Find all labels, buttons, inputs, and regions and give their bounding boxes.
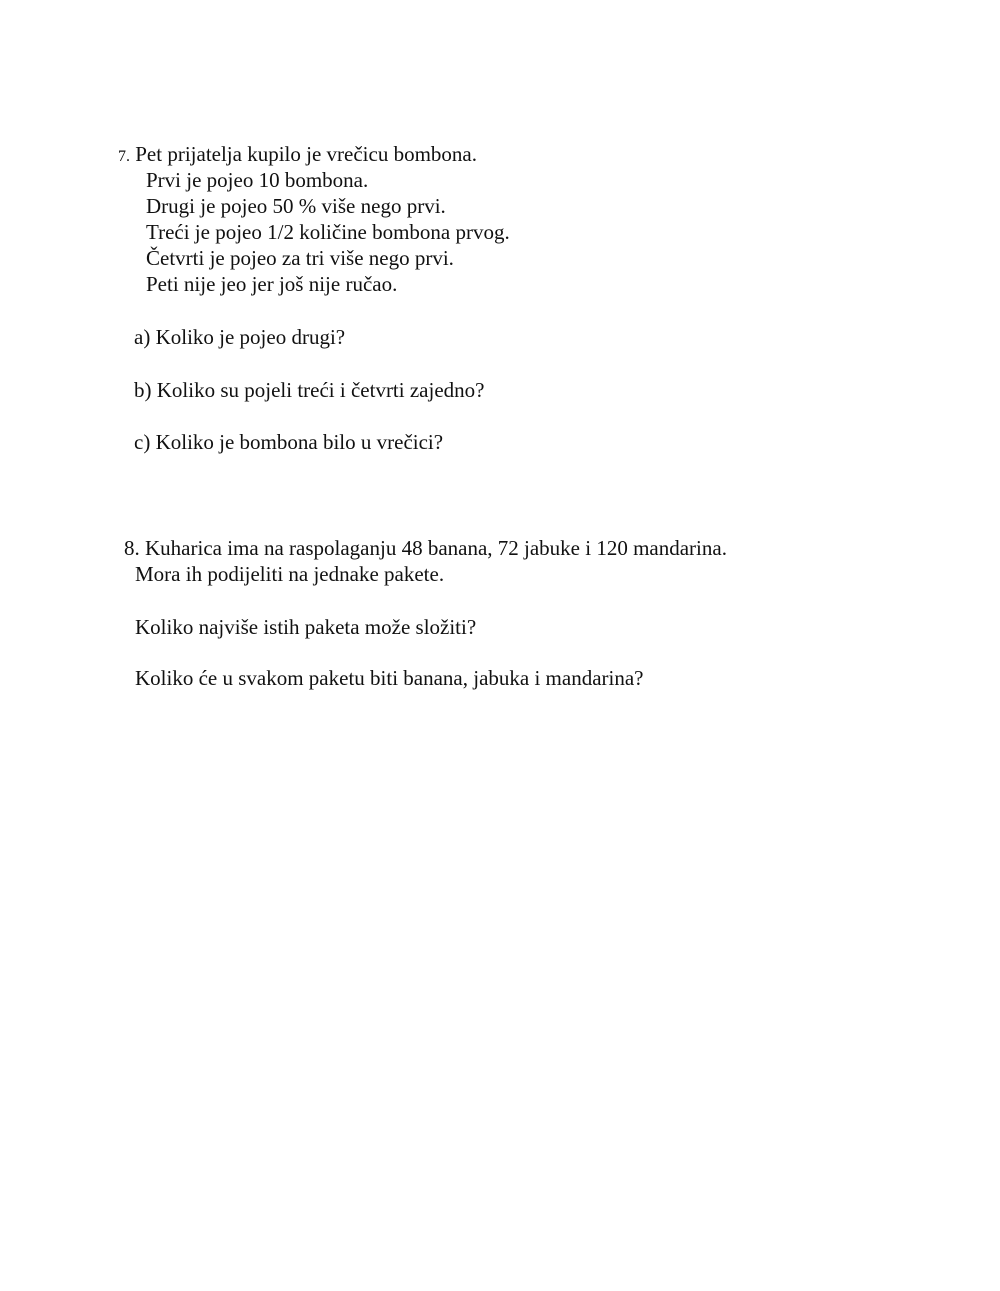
task8-intro-line — [124, 535, 727, 561]
task7-intro-line — [118, 141, 477, 170]
task7-number: 7. — [118, 148, 130, 165]
task7-intro: Pet prijatelja kupilo je vrečicu bombona. — [135, 142, 477, 166]
task7-statement: Drugi je pojeo 50 % više nego prvi. — [146, 194, 446, 218]
task8-line2: Mora ih podijeliti na jednake pakete. — [135, 562, 445, 586]
task8-question-2: Koliko će u svakom paketu biti banana, jabuka i mandarina? — [135, 666, 644, 690]
task7-question-c: c) Koliko je bombona bilo u vrečici? — [134, 430, 444, 454]
task8-intro: Kuharica ima na raspolaganju 48 banana, 72 jabuke i 120 mandarina. — [145, 536, 727, 560]
task8-question-1: Koliko najviše istih paketa može složiti? — [135, 615, 477, 639]
task7-question-a: a) Koliko je pojeo drugi? — [134, 325, 346, 349]
task7-statement: Četvrti je pojeo za tri više nego prvi. — [146, 246, 454, 270]
task7-statement: Prvi je pojeo 10 bombona. — [146, 168, 369, 192]
task7-statement: Peti nije jeo jer još nije ručao. — [146, 272, 398, 296]
task8-number: 8. — [124, 536, 140, 560]
task7-question-b: b) Koliko su pojeli treći i četvrti zajedno? — [134, 378, 485, 402]
task7-statement: Treći je pojeo 1/2 količine bombona prvog. — [146, 220, 510, 244]
